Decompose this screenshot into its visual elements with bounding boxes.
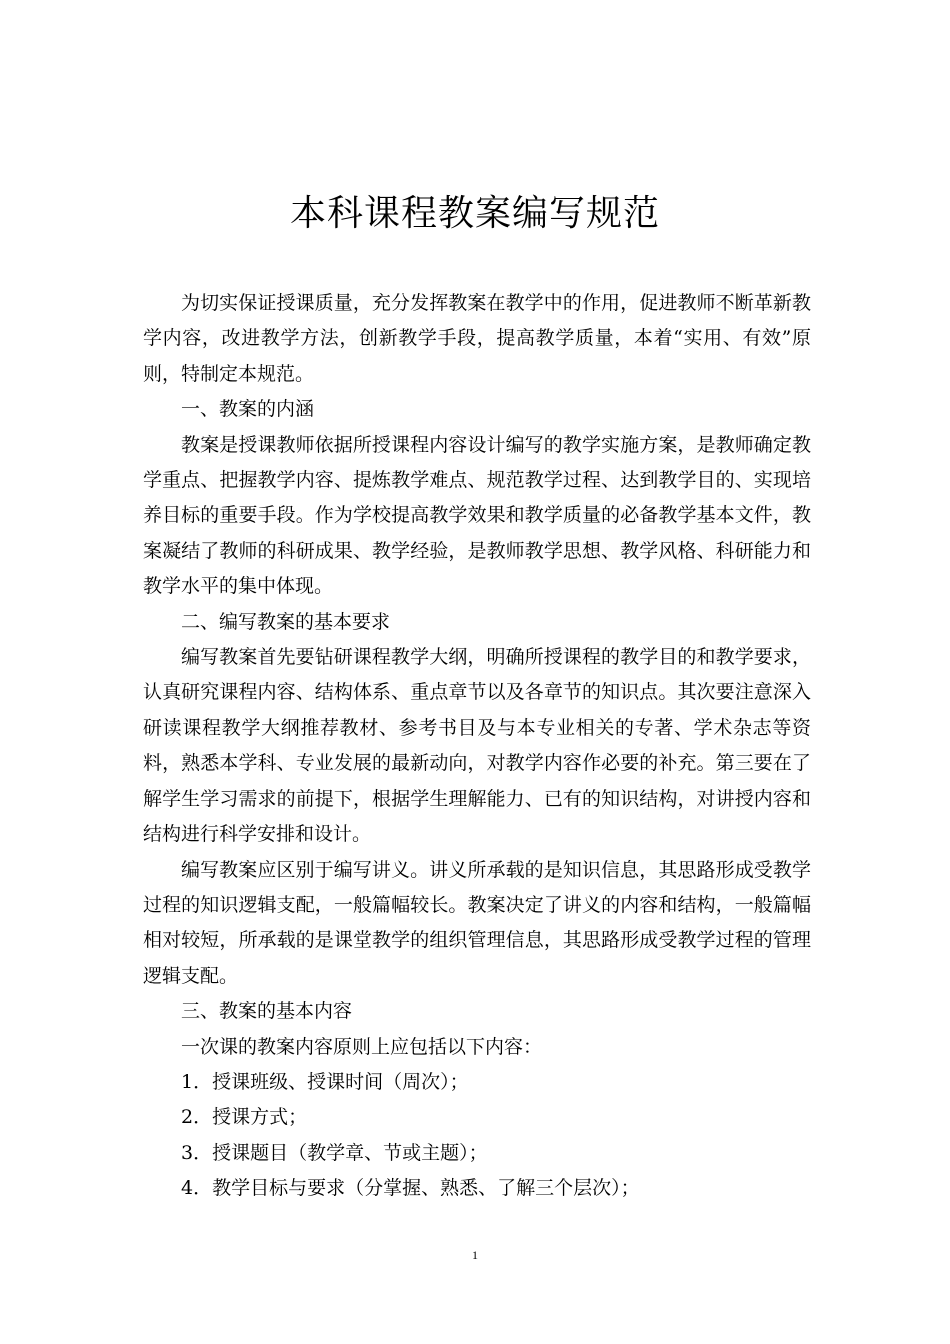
intro-paragraph: 为切实保证授课质量，充分发挥教案在教学中的作用，促进教师不断革新教学内容，改进教学方法，创新教学手段，提高教学质量，本着“实用、有效”原则，特制定本规范。 [143,292,811,385]
list-item: 3．授课题目（教学章、节或主题）； [181,1141,488,1164]
section-heading-2: 二、编写教案的基本要求 [181,610,391,633]
document-body [143,286,811,1207]
page-number: 1 [472,1248,478,1262]
section-heading-1: 一、教案的内涵 [181,398,315,421]
list-item: 2．授课方式； [181,1106,308,1129]
section-1-paragraph: 教案是授课教师依据所授课程内容设计编写的教学实施方案，是教师确定教学重点、把握教学内容、提炼教学难点、规范教学过程、达到教学目的、实现培养目标的重要手段。作为学校提高教学效果和教学质量的必备教学基本文件，教案凝结了教师的科研成果、教学经验，是教师教学思想、教学风格、科研能力和教学水平的集中体现。 [143,433,811,598]
section-2-paragraph-2: 编写教案应区别于编写讲义。讲义所承载的是知识信息，其思路形成受教学过程的知识逻辑支配，一般篇幅较长。教案决定了讲义的内容和结构，一般篇幅相对较短，所承载的是课堂教学的组织管理信息，其思路形成受教学过程的管理逻辑支配。 [143,858,811,987]
document-title: 本科课程教案编写规范 [289,193,660,234]
section-3-intro: 一次课的教案内容原则上应包括以下内容： [181,1035,543,1058]
list-item: 1．授课班级、授课时间（周次）； [181,1070,469,1093]
section-2-paragraph-1: 编写教案首先要钻研课程教学大纲，明确所授课程的教学目的和教学要求，认真研究课程内容、结构体系、重点章节以及各章节的知识点。其次要注意深入研读课程教学大纲推荐教材、参考书目及与本专业相关的专著、学术杂志等资料，熟悉本学科、专业发展的最新动向，对教学内容作必要的补充。第三要在了解学生学习需求的前提下，根据学生理解能力、已有的知识结构，对讲授内容和结构进行科学安排和设计。 [143,646,811,846]
list-item: 4．教学目标与要求（分掌握、熟悉、了解三个层次）； [181,1177,640,1200]
section-heading-3: 三、教案的基本内容 [181,1000,353,1023]
